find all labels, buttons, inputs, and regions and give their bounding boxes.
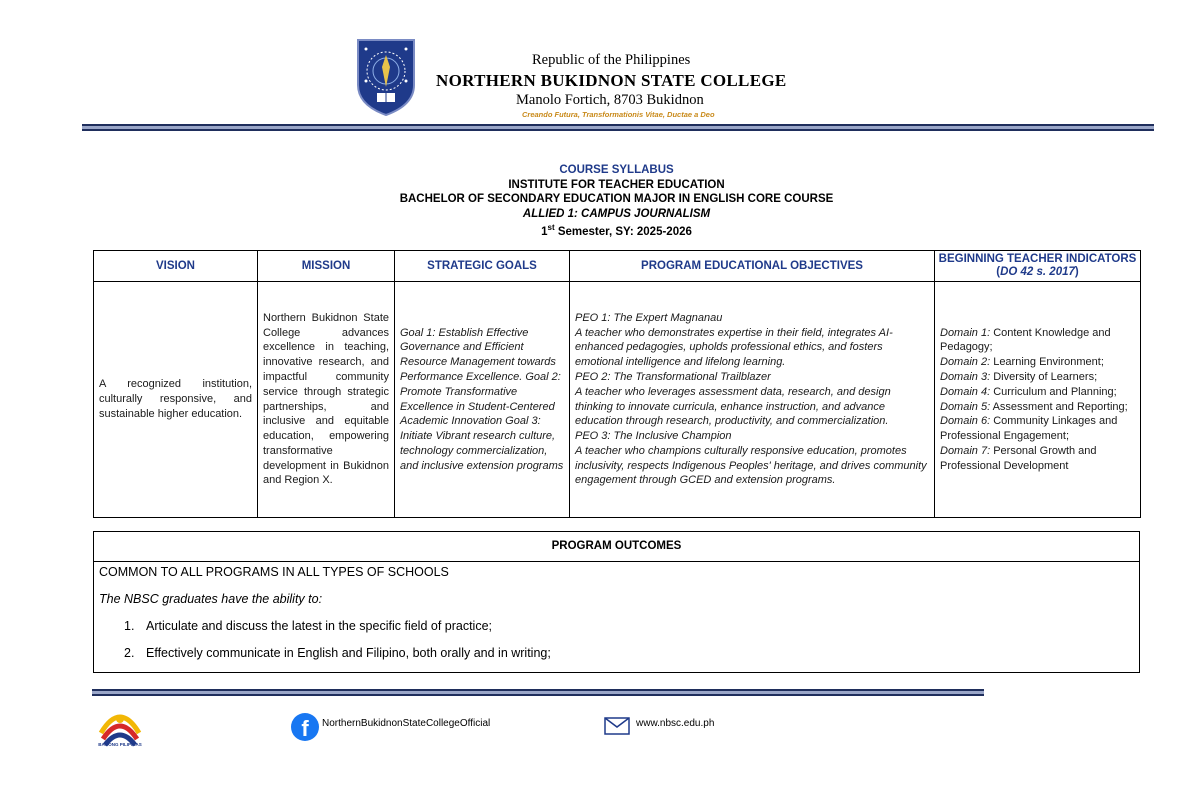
title-institute: INSTITUTE FOR TEACHER EDUCATION bbox=[508, 178, 725, 191]
domain-7 bbox=[940, 444, 1135, 474]
header-strategic-goals: STRATEGIC GOALS bbox=[395, 251, 570, 282]
facebook-link[interactable]: NorthernBukidnonStateCollegeOfficial bbox=[322, 718, 491, 729]
vmgo-table bbox=[93, 250, 1141, 518]
domain-2-label: Domain 2: bbox=[940, 356, 991, 369]
vision-text: A recognized institution, culturally responsive, and sustainable higher education. bbox=[94, 282, 258, 518]
program-outcomes-list bbox=[124, 619, 551, 673]
domain-3-text: Diversity of Learners; bbox=[990, 370, 1098, 383]
peo-2-desc: A teacher who leverages assessment data, research, and design thinking to innovate curricula, enhance instruction, and advance education through research, productivity, and commercialization. bbox=[575, 385, 891, 428]
title-course-syllabus: COURSE SYLLABUS bbox=[559, 164, 674, 176]
semester-text: Semester, SY: 2025-2026 bbox=[554, 225, 692, 238]
nbsc-seal-icon bbox=[355, 37, 417, 117]
strategic-goals-text: Goal 1: Establish Effective Governance and Efficient Resource Management towards Performance Excellence. Goal 2: Promote Transformative Excellence in Student-Centered Academic Innovation Goal 3: Initiate Vibrant research culture, technology commercialization, and inclusive extension programs bbox=[395, 282, 570, 518]
website-link[interactable]: www.nbsc.edu.ph bbox=[636, 718, 715, 729]
domain-6-text: Community Linkages and Professional Engagement; bbox=[940, 415, 1118, 443]
program-outcomes-common: COMMON TO ALL PROGRAMS IN ALL TYPES OF SCHOOLS bbox=[99, 565, 449, 579]
mission-text: Northern Bukidnon State College advances excellence in teaching, innovative research, and impactful community service through strategic partnerships, and inclusive and equitable education, empowering transformative development in Bukidnon and Region X. bbox=[258, 282, 395, 518]
header-republic: Republic of the Philippines bbox=[532, 52, 691, 68]
peo-3-title: PEO 3: The Inclusive Champion bbox=[575, 430, 732, 443]
domain-3 bbox=[940, 370, 1135, 385]
semester-number: 1 bbox=[541, 225, 548, 238]
bti-order: DO 42 s. 2017 bbox=[1000, 266, 1075, 278]
peo-cell bbox=[570, 282, 935, 518]
domain-1-text: Content Knowledge and Pedagogy; bbox=[940, 326, 1111, 354]
header-bti bbox=[935, 251, 1141, 282]
domain-6 bbox=[940, 414, 1135, 444]
semester-suffix: st bbox=[547, 223, 555, 232]
domain-5-label: Domain 5: bbox=[940, 400, 991, 413]
list-item-text: Effectively communicate in English and Filipino, both orally and in writing; bbox=[146, 646, 551, 660]
peo-1-title: PEO 1: The Expert Magnanau bbox=[575, 311, 723, 324]
domain-2-text: Learning Environment; bbox=[990, 356, 1104, 369]
domain-7-text: Personal Growth and Professional Development bbox=[940, 444, 1097, 472]
bti-label: BEGINNING TEACHER INDICATORS ( bbox=[938, 253, 1137, 278]
title-course: ALLIED 1: CAMPUS JOURNALISM bbox=[522, 207, 711, 220]
bti-cell bbox=[935, 282, 1141, 518]
header-divider bbox=[82, 124, 1154, 131]
domain-5-text: Assessment and Reporting; bbox=[990, 400, 1128, 413]
vmgo-header-row bbox=[94, 251, 1141, 282]
title-program: BACHELOR OF SECONDARY EDUCATION MAJOR IN ENGLISH CORE COURSE bbox=[399, 193, 834, 205]
header-motto: Creando Futura, Transformationis Vitae, Ductae a Deo bbox=[522, 110, 715, 119]
domain-1 bbox=[940, 326, 1135, 356]
domain-1-label: Domain 1: bbox=[940, 326, 991, 339]
mail-icon[interactable] bbox=[604, 717, 630, 735]
domain-6-label: Domain 6: bbox=[940, 415, 991, 428]
domain-4-label: Domain 4: bbox=[940, 385, 991, 398]
domain-4-text: Curriculum and Planning; bbox=[990, 385, 1117, 398]
peo-1-desc: A teacher who demonstrates expertise in their field, integrates AI-enhanced pedagogies, upholds professional ethics, and fosters emotional intelligence and lifelong learning. bbox=[575, 326, 893, 369]
bagong-pilipinas-text: BAGONG PILIPINAS bbox=[98, 742, 142, 747]
domain-7-label: Domain 7: bbox=[940, 444, 991, 457]
program-outcomes-box bbox=[93, 531, 1140, 673]
domain-2 bbox=[940, 355, 1135, 370]
header-address: Manolo Fortich, 8703 Bukidnon bbox=[516, 92, 704, 108]
facebook-icon[interactable]: f bbox=[291, 713, 319, 741]
footer-divider bbox=[92, 689, 984, 696]
syllabus-titles bbox=[0, 163, 1200, 239]
peo-2-title: PEO 2: The Transformational Trailblazer bbox=[575, 370, 771, 383]
header-mission: MISSION bbox=[258, 251, 395, 282]
program-outcomes-heading: PROGRAM OUTCOMES bbox=[94, 532, 1139, 562]
vmgo-content-row bbox=[94, 282, 1141, 518]
program-outcomes-intro: The NBSC graduates have the ability to: bbox=[99, 592, 323, 606]
header-vision: VISION bbox=[94, 251, 258, 282]
list-item-text: Articulate and discuss the latest in the specific field of practice; bbox=[146, 619, 493, 633]
title-semester bbox=[0, 221, 1200, 239]
domain-3-label: Domain 3: bbox=[940, 370, 991, 383]
header-peo: PROGRAM EDUCATIONAL OBJECTIVES bbox=[570, 251, 935, 282]
list-item bbox=[124, 646, 551, 673]
peo-3-desc: A teacher who champions culturally responsive education, promotes inclusivity, respects Indigenous Peoples' heritage, and drives community engagement through GCED and extension programs. bbox=[575, 444, 927, 487]
domain-5 bbox=[940, 400, 1135, 415]
list-item-number: 1. bbox=[124, 619, 135, 633]
list-item bbox=[124, 619, 551, 646]
header-college-name: NORTHERN BUKIDNON STATE COLLEGE bbox=[436, 71, 787, 90]
domain-4 bbox=[940, 385, 1135, 400]
bti-close: ) bbox=[1074, 266, 1079, 278]
list-item-number: 2. bbox=[124, 646, 135, 660]
